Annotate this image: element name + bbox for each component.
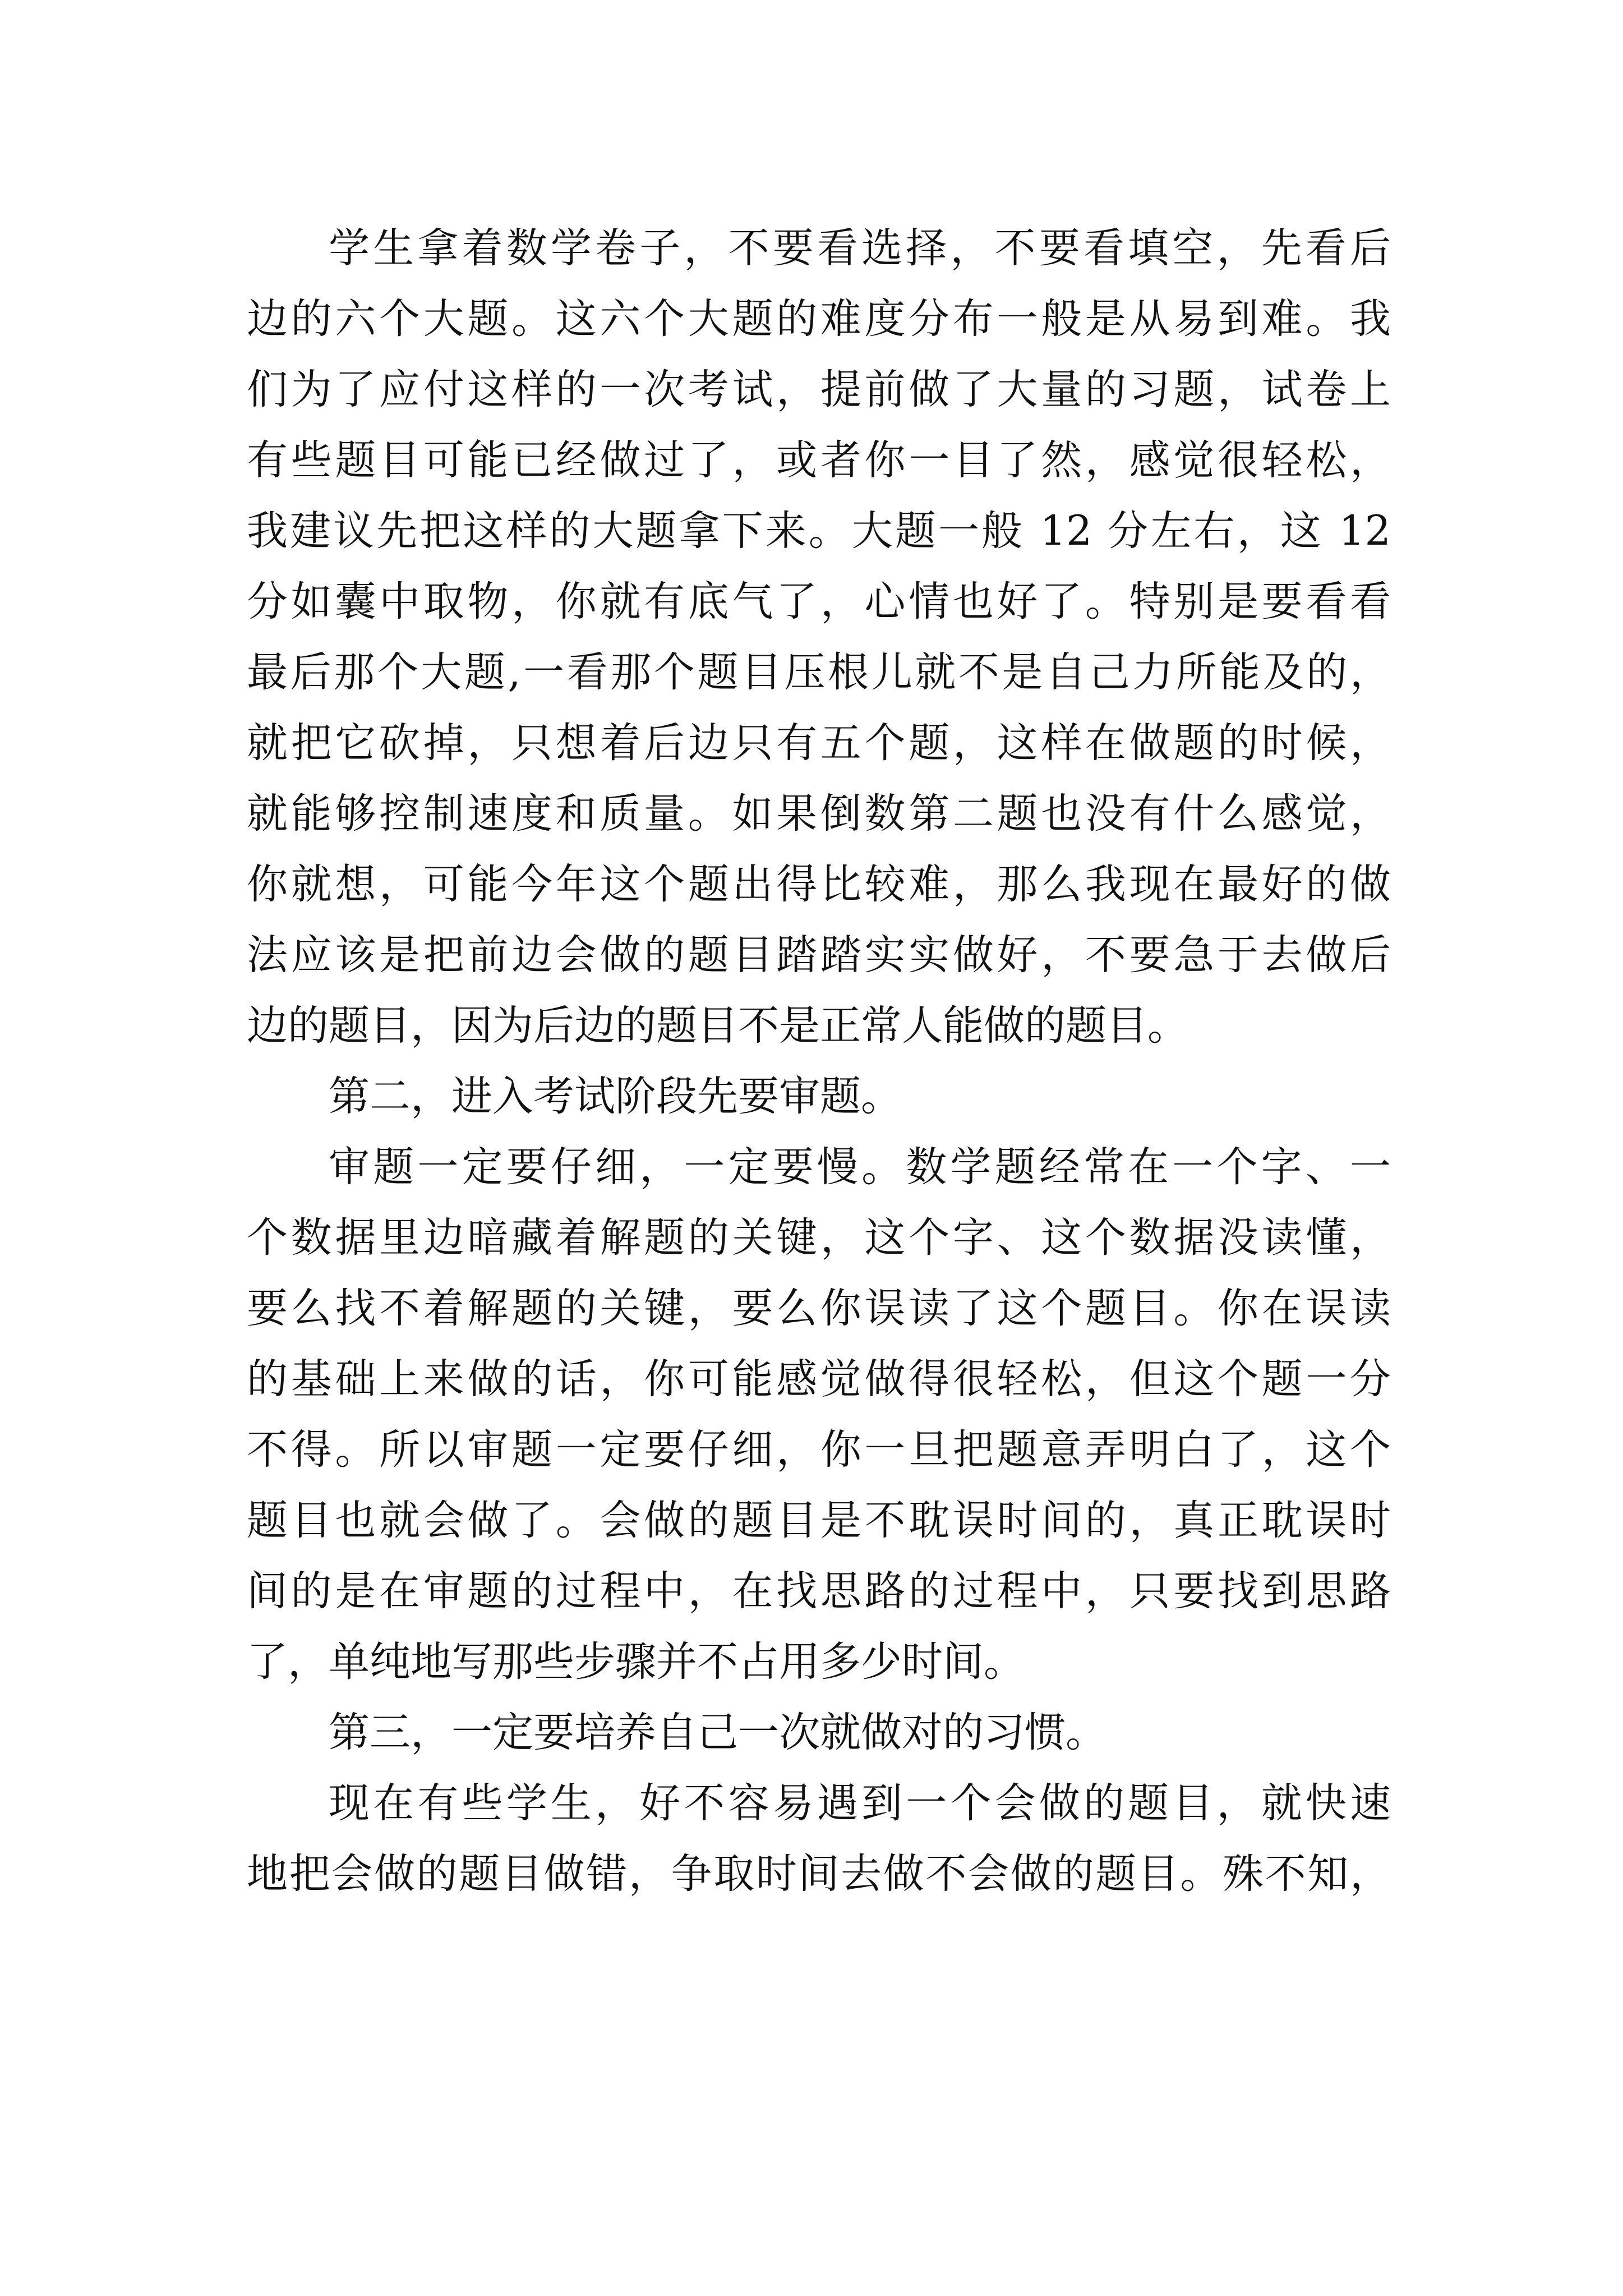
text-line-2: 边的六个大题。这六个大题的难度分布一般是从易到难。我 [247,295,1391,343]
section-heading-3: 第三，一定要培养自己一次就做对的习惯。 [329,1709,1106,1756]
text-line-24: 地把会做的题目做错，争取时间去做不会做的题目。殊不知， [247,1850,1391,1898]
text-line-23: 现在有些学生，好不容易遇到一个会做的题目，就快速 [329,1779,1391,1827]
text-line-21: 了，单纯地写那些步骤并不占用多少时间。 [247,1638,1025,1686]
text-line-9: 就能够控制速度和质量。如果倒数第二题也没有什么感觉， [247,790,1391,838]
text-line-10: 你就想，可能今年这个题出得比较难，那么我现在最好的做 [247,861,1391,908]
text-line-20: 间的是在审题的过程中，在找思路的过程中，只要找到思路 [247,1567,1391,1615]
text-line-5: 我建议先把这样的大题拿下来。大题一般 12 分左右，这 12 [247,507,1391,555]
text-line-1: 学生拿着数学卷子，不要看选择，不要看填空，先看后 [329,224,1391,272]
text-line-6: 分如囊中取物，你就有底气了，心情也好了。特别是要看看 [247,578,1391,625]
text-line-12: 边的题目，因为后边的题目不是正常人能做的题目。 [247,1002,1188,1050]
text-line-14: 审题一定要仔细，一定要慢。数学题经常在一个字、一 [329,1143,1391,1191]
text-line-19: 题目也就会做了。会做的题目是不耽误时间的，真正耽误时 [247,1497,1391,1544]
text-line-18: 不得。所以审题一定要仔细，你一旦把题意弄明白了，这个 [247,1426,1391,1474]
text-line-4: 有些题目可能已经做过了，或者你一目了然，感觉很轻松， [247,436,1391,484]
text-line-3: 们为了应付这样的一次考试，提前做了大量的习题，试卷上 [247,366,1391,413]
text-line-7: 最后那个大题,一看那个题目压根儿就不是自己力所能及的， [247,648,1391,696]
document-page [247,213,1391,1910]
text-line-11: 法应该是把前边会做的题目踏踏实实做好，不要急于去做后 [247,931,1391,979]
text-line-16: 要么找不着解题的关键，要么你误读了这个题目。你在误读 [247,1285,1391,1332]
text-line-17: 的基础上来做的话，你可能感觉做得很轻松，但这个题一分 [247,1355,1391,1403]
text-line-8: 就把它砍掉，只想着后边只有五个题，这样在做题的时候， [247,719,1391,767]
section-heading-2: 第二，进入考试阶段先要审题。 [329,1073,902,1120]
text-line-15: 个数据里边暗藏着解题的关键，这个字、这个数据没读懂， [247,1214,1391,1262]
